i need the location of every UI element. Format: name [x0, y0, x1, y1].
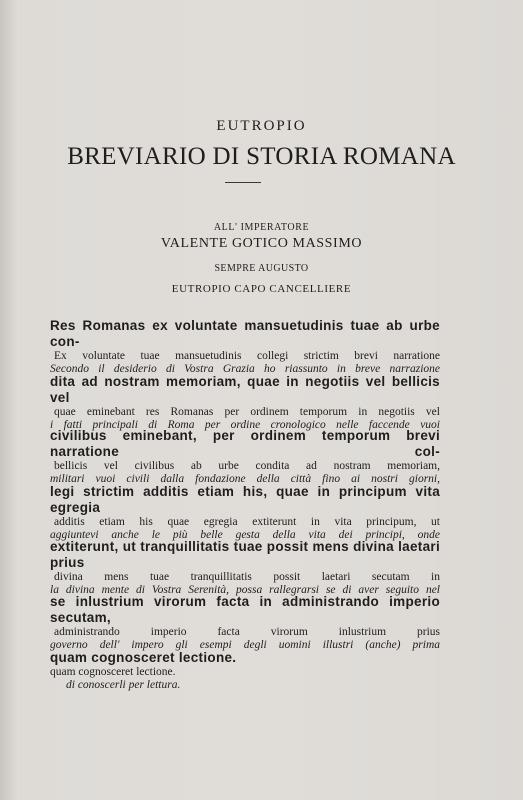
text-block	[50, 374, 440, 432]
text-block	[50, 484, 440, 542]
italian-translation-line: militari vuoi civili dalla fondazione della città fino ai nostri giorni,	[50, 473, 440, 485]
dedication-line-3: SEMPRE AUGUSTO	[214, 263, 309, 274]
dedication-line-1: ALL' IMPERATORE	[213, 222, 310, 233]
text-block	[50, 594, 440, 652]
italian-translation-line: governo dell' impero gli esempi degli uomini illustri (anche) prima	[50, 639, 440, 651]
latin-line: se inlustrium virorum facta in administrando imperio secutam,	[50, 594, 440, 625]
literal-order-line: additis etiam his quae egregia extiterunt in vita principum, ut	[54, 516, 440, 528]
literal-order-line: administrando imperio facta virorum inlustrium prius	[54, 626, 440, 638]
text-block	[50, 428, 440, 486]
italian-translation-line: di conoscerli per lettura.	[66, 679, 181, 691]
dedication-line-4: EUTROPIO CAPO CANCELLIERE	[171, 283, 352, 295]
literal-order-line: quam cognosceret lectione.	[50, 666, 176, 678]
italian-translation-line: la divina mente di Vostra Serenità, possa rallegrarsi se di aver seguito nel	[50, 584, 440, 596]
italian-translation-line: aggiuntevi anche le più belle gesta della vita dei principi, onde	[50, 529, 440, 541]
literal-order-line: quae eminebant res Romanas per ordinem temporum in negotiis vel	[54, 406, 440, 418]
text-block	[50, 650, 440, 692]
text-block	[50, 318, 440, 376]
book-title: BREVIARIO DI STORIA ROMANA	[67, 143, 456, 170]
latin-line: Res Romanas ex voluntate mansuetudinis tuae ab urbe con-	[50, 318, 440, 349]
latin-line: quam cognosceret lectione.	[50, 650, 237, 665]
author-heading: EUTROPIO	[216, 118, 307, 134]
latin-line: extiterunt, ut tranquillitatis tuae possit mens divina laetari prius	[50, 539, 440, 570]
text-block	[50, 539, 440, 597]
literal-order-line: bellicis vel civilibus ab urbe condita ad nostram memoriam,	[54, 460, 440, 472]
latin-line: legi strictim additis etiam his, quae in principum vita egregia	[50, 484, 440, 515]
latin-line: dita ad nostram memoriam, quae in negotiis vel bellicis vel	[50, 374, 440, 405]
literal-order-line: Ex voluntate tuae mansuetudinis collegi strictim brevi narratione	[54, 350, 440, 362]
italian-translation-line: Secondo il desiderio di Vostra Grazia ho riassunto in breve narrazione	[50, 363, 440, 375]
latin-line: civilibus eminebant, per ordinem temporum brevi narratione col-	[50, 428, 440, 459]
title-divider	[225, 182, 261, 183]
italian-translation-line: i fatti principali di Roma per ordine cronologico nelle faccende vuoi	[50, 419, 440, 431]
literal-order-line: divina mens tuae tranquillitatis possit laetari secutam in	[54, 571, 440, 583]
dedication-line-2: VALENTE GOTICO MASSIMO	[160, 236, 363, 251]
